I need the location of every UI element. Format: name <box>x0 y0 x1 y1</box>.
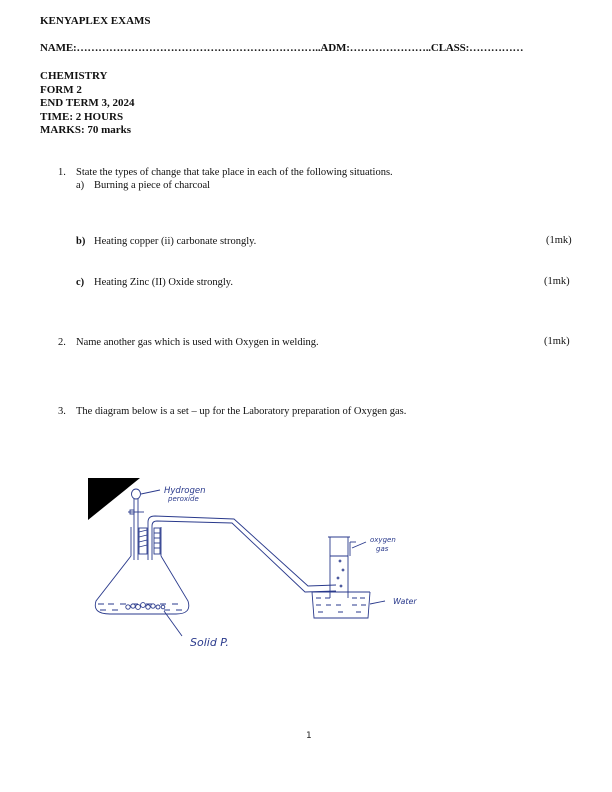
part-label: b) <box>76 236 86 247</box>
marks-2: (1mk) <box>544 336 570 347</box>
question-1c <box>76 276 233 289</box>
name-adm-class-line: NAME:…………………………………………………………..ADM:…………………..CLASS:…………… <box>40 42 524 54</box>
label-oxygen: oxygen <box>370 536 396 544</box>
subject: CHEMISTRY <box>40 70 108 82</box>
label-peroxide: peroxide <box>168 495 199 503</box>
marks-1c: (1mk) <box>544 276 570 287</box>
part-text: Heating Zinc (II) Oxide strongly. <box>94 277 233 288</box>
question-number: 3. <box>58 406 66 417</box>
form: FORM 2 <box>40 83 82 96</box>
part-text: Burning a piece of charcoal <box>94 180 211 191</box>
part-label: c) <box>76 277 85 288</box>
label-solid-p: Solid P. <box>190 636 229 649</box>
question-2 <box>58 336 319 349</box>
exam-info <box>40 70 135 138</box>
question-text: Name another gas which is used with Oxygen in welding. <box>76 337 319 348</box>
question-text: The diagram below is a set – up for the Laboratory preparation of Oxygen gas. <box>76 406 407 417</box>
marks: MARKS: 70 marks <box>40 124 132 136</box>
oxygen-preparation-diagram <box>84 472 464 662</box>
term: END TERM 3, 2024 <box>40 97 135 109</box>
marks-1b: (1mk) <box>546 235 572 246</box>
question-1b <box>76 235 256 248</box>
page-number: 1 <box>306 731 312 741</box>
apparatus-drawing <box>95 489 385 636</box>
question-1 <box>58 166 393 179</box>
time: TIME: 2 HOURS <box>40 110 124 123</box>
part-text: Heating copper (ii) carbonate strongly. <box>94 236 257 247</box>
part-label: a) <box>76 180 85 191</box>
question-1a <box>76 179 210 192</box>
label-gas: gas <box>376 545 389 553</box>
question-number: 1. <box>58 167 66 178</box>
question-3 <box>58 405 406 418</box>
school-name: KENYAPLEX EXAMS <box>40 15 151 27</box>
label-hydrogen: Hydrogen <box>164 486 206 496</box>
question-number: 2. <box>58 337 66 348</box>
question-text: State the types of change that take place in each of the following situations. <box>76 167 393 178</box>
label-water: Water <box>393 597 417 606</box>
